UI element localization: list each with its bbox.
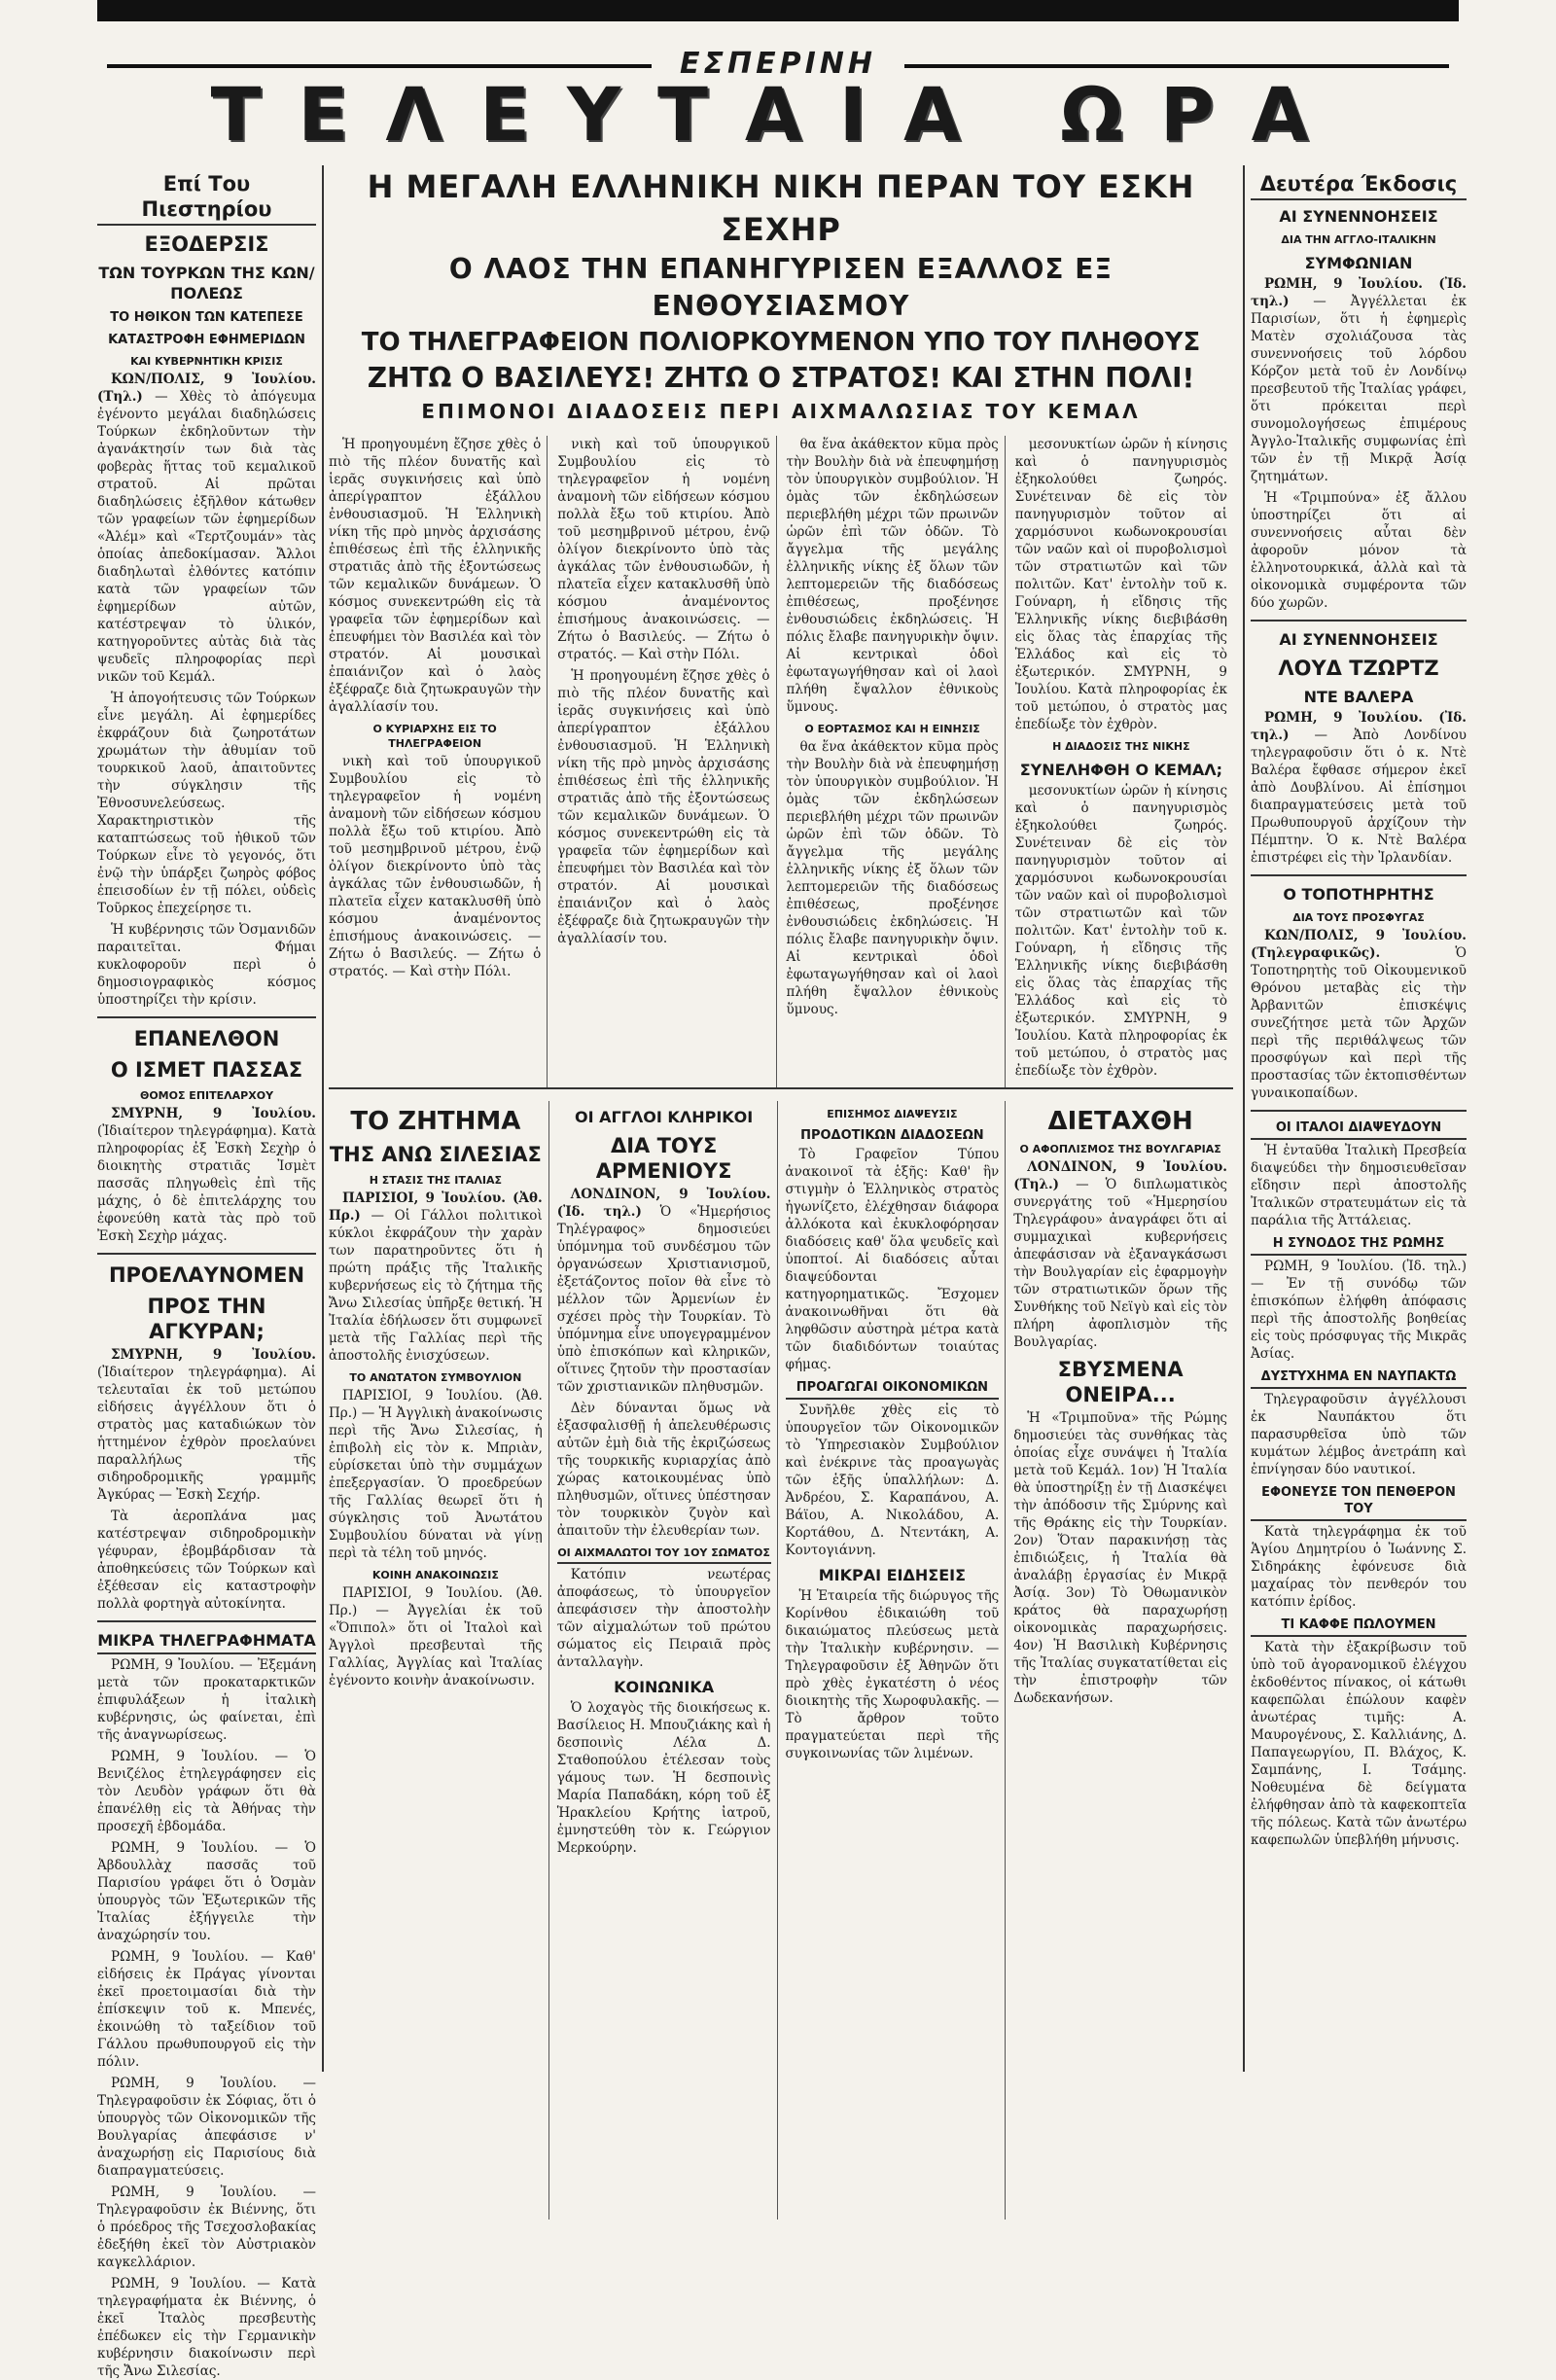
- divider: [97, 1253, 316, 1255]
- article-headline: ΔΙΕΤΑΧΘΗ: [1047, 1107, 1193, 1136]
- article-body: Ὁ λοχαγὸς τῆς διοικήσεως κ. Βασίλειος Η. Μπουζιάκης καὶ ἡ δεσποινὶς Λέλα Δ. Σταθοπούλου ἐτέλεσαν τοὺς γάμους των. Ἡ δεσποινὶς Μαρία Παπαδάκη, κόρη τοῦ ἐξ Ἡρακλείου Κρήτης ἰατροῦ, ἐμνηστεύθη τὸν κ. Γεώργιον Μερκούρην.: [556, 1700, 771, 1856]
- center-area: [329, 165, 1233, 2072]
- right-r4-headline: ΟΙ ΙΤΑΛΟΙ ΔΙΑΨΕΥΔΟΥΝ: [1251, 1119, 1467, 1140]
- left-s3-body2: Τὰ ἀεροπλάνα μας κατέστρεψαν σιδηροδρομικὴν γέφυραν, ἐβομβάρδισαν τὰ ἀποθηκεύσεις τῶν Τούρκων καὶ ἐξέθεσαν εἰς καταστροφὴν πολλὰ φορτηγὰ αὐτοκίνητα.: [97, 1509, 316, 1612]
- right-column: [1243, 165, 1467, 2072]
- article-body: ΠΑΡΙΣΙΟΙ, 9 Ἰουλίου. (Ἀθ. Πρ.) — Ἡ Ἀγγλικὴ ἀνακοίνωσις περὶ τῆς Ἄνω Σιλεσίας, ἡ ἐπιβολὴ εἰς τὸν κ. Μπριὰν, εὑρίσκεται ὑπὸ τὴν συμμάχων ἐπεξεργασίαν. Ὁ προεδρεύων τῆς Γαλλίας θεωρεῖ ὅτι ἡ σύγκλησις τοῦ Ἀνωτάτου Συμβουλίου δύναται νὰ γίνῃ περὶ τὰ τέλη τοῦ μηνός.: [329, 1388, 543, 1561]
- right-r1-subhead2: ΣΥΜΦΩΝΙΑΝ: [1304, 254, 1413, 272]
- divider: [1251, 620, 1467, 622]
- right-r8-body: Κατὰ τὴν ἐξακρίβωσιν τοῦ ὑπὸ τοῦ ἀγορανομικοῦ ἐλέγχου ἐκδοθέντος πίνακος, οἱ κάτωθι καφεπῶλαι ἐπώλουν καφὲν ἀνωτέρας τιμῆς: Α. Μαυρογένους, Σ. Καλλιάνης, Δ. Παπαγεωργίου, Π. Βλάχος, Κ. Σαμπάνης, Ι. Τσάμης. Νοθευμένα δὲ δείγματα ἐλήφθησαν ἀπὸ τὰ καφεκοπτεῖα τῆς πόλεως. Κατὰ τῶν ἀνωτέρω καφεπωλῶν ὑπεβλήθη μήνυσις.: [1251, 1640, 1467, 1848]
- divider: [97, 1016, 316, 1018]
- article-body: Κατόπιν νεωτέρας ἀποφάσεως, τὸ ὑπουργεῖον ἀπεφάσισεν τὴν ἀποστολὴν τῶν αἰχμαλώτων τοῦ πρώτου σώματος εἰς Πειραιᾶ πρὸς ἀνταλλαγὴν.: [556, 1567, 771, 1670]
- right-r1-body: — Ἀγγέλλεται ἐκ Παρισίων, ὅτι ἡ ἐφημερὶς Ματὲν σχολιάζουσα τὰς συνεννοήσεις τοῦ λόρδου Κόρζον μετὰ τοῦ ἐν Λονδίνῳ πρεσβευτοῦ τῆς Ἰταλίας γράφει, ὅτι πρόκειται περὶ συνομολογήσεως ἐπιμέρους Ἀγγλο-Ἰταλικῆς συμφωνίας ἐπὶ τῶν ἐν τῇ Μικρᾷ Ἀσίᾳ ζητημάτων.: [1251, 294, 1467, 484]
- right-r1-body2: Ἡ «Τριμπούνα» ἐξ ἄλλου ὑποστηρίζει ὅτι αἱ συνεννοήσεις αὗται δὲν ἀφοροῦν μόνον τὰ ἑλληνοτουρκικά, ἀλλὰ καὶ τὰ οἰκονομικὰ συμφέροντα τῶν δύο χωρῶν.: [1251, 490, 1467, 611]
- right-r2-subhead: ΛΟΥΔ ΤΖΩΡΤΖ: [1278, 657, 1439, 680]
- lead-story-columns: [329, 436, 1233, 1089]
- lead-subhead: Ο ΕΟΡΤΑΣΜΟΣ ΚΑΙ Η ΕΙΝΗΣΙΣ: [804, 723, 980, 735]
- right-r1-subhead: ΔΙΑ ΤΗΝ ΑΓΓΛΟ-ΙΤΑΛΙΚΗΝ: [1281, 233, 1436, 246]
- lower-column-1: [329, 1101, 549, 2220]
- left-s4-headline: ΜΙΚΡΑ ΤΗΛΕΓΡΑΦΗΜΑΤΑ: [97, 1630, 316, 1654]
- masthead-title: ΤΕΛΕΥΤΑΙΑ ΩΡΑ: [210, 71, 1346, 158]
- lead-banner-subhead: Ο ΛΑΟΣ ΤΗΝ ΕΠΑΝΗΓΥΡΙΣΕΝ ΕΞΑΛΛΟΣ ΕΞ ΕΝΘΟΥΣΙΑΣΜΟΥ: [448, 253, 1114, 322]
- left-s1-body2: Ἡ ἀπογοήτευσις τῶν Τούρκων εἶνε μεγάλη. Αἱ ἐφημερίδες ἐκφράζουν διὰ ζωηροτάτων χρωμάτων τὴν ἀθυμίαν τοῦ τουρκικοῦ λαοῦ, ἀπαιτοῦντες τὴν σύγκλησιν τῆς Ἐθνοσυνελεύσεως. Χαρακτηριστικὸν τῆς καταπτώσεως τοῦ ἠθικοῦ τῶν Τούρκων εἶνε τὸ γεγονός, ὅτι ἐνῷ τὴν ὑπάρξει ζωηρὸς φόβος ἐπεισοδίων ἐν τῇ πόλει, οὐδεὶς Τοῦρκος ἐπεχείρησε τι.: [97, 691, 316, 916]
- lower-column-4: [1013, 1101, 1233, 2220]
- article-dateline: ΛΟΝΔΙΝΟΝ, 9 Ἰουλίου. (Τηλ.): [1013, 1159, 1227, 1192]
- left-s1-body3: Ἡ κυβέρνησις τῶν Ὀσμανιδῶν παραιτεῖται. Φήμαι κυκλοφοροῦν περὶ ὁ δημοσιογραφικὸς κόσμος ὑποστηρίζει τὴν κρίσιν.: [97, 922, 316, 1008]
- left-s1-subhead3: ΚΑΤΑΣΤΡΟΦΗ ΕΦΗΜΕΡΙΔΩΝ: [108, 333, 305, 347]
- left-s2-subhead: Ο ΙΣΜΕΤ ΠΑΣΣΑΣ: [110, 1058, 303, 1082]
- article-body: ΠΑΡΙΣΙΟΙ, 9 Ἰουλίου. (Ἀθ. Πρ.) — Ἀγγελίαι ἐκ τοῦ «Ὅπιπολ» ὅτι οἱ Ἰταλοὶ καὶ Ἀγγλοὶ πρεσβευταὶ τῆς Γαλλίας, Ἀγγλίας καὶ Ἰταλίας ἐγένοντο κοινὴν ἀνακοίνωσιν.: [329, 1585, 543, 1688]
- article-subhead: ΣΒΥΣΜΕΝΑ ΟΝΕΙΡΑ...: [1057, 1358, 1184, 1406]
- lead-text: Ἡ προηγουμένη ἔζησε χθὲς ὁ πιὸ τῆς πλέον δυνατῆς καὶ ἱερᾶς συγκινήσεις καὶ ὑπὸ ἀπερίγραπτον ἐξάλλου ἐνθουσιασμοῦ. Ἡ Ἑλληνικὴ νίκη τῆς πρὸ μηνὸς ἀρχισάσης ἐπιθέσεως ἐπὶ τῆς ἑλληνικῆς στρατιᾶς ἀπὸ τῆς ἐξοντώσεως τῶν κεμαλικῶν δυνάμεων. Ὁ κόσμος συνεκεντρώθη εἰς τὰ γραφεῖα τῶν ἐφημερίδων καὶ ἐπευφήμει τὸν Βασιλέα καὶ τὸν στρατόν. Αἱ μουσικαὶ ἐπαιάνιζον καὶ ὁ λαὸς ἐξέφραζε διὰ ζητωκραυγῶν τὴν ἀγαλλίασίν του.: [557, 668, 770, 946]
- right-r7-headline: ΕΦΟΝΕΥΣΕ ΤΟΝ ΠΕΝΘΕΡΟΝ ΤΟΥ: [1251, 1484, 1467, 1521]
- lead-banner-subhead4: ΕΠΙΜΟΝΟΙ ΔΙΑΔΟΣΕΙΣ ΠΕΡΙ ΑΙΧΜΑΛΩΣΙΑΣ ΤΟΥ ΚΕΜΑΛ: [421, 400, 1141, 423]
- article-subhead: ΤΗΣ ΑΝΩ ΣΙΛΕΣΙΑΣ: [329, 1143, 542, 1166]
- divider: [97, 1620, 316, 1622]
- left-s3-subhead: ΠΡΟΣ ΤΗΝ ΑΓΚΥΡΑΝ;: [147, 1295, 266, 1343]
- article-subhead: ΔΙΑ ΤΟΥΣ ΑΡΜΕΝΙΟΥΣ: [595, 1134, 732, 1183]
- article-body: — Οἱ Γάλλοι πολιτικοὶ κύκλοι ἐκφράζουν τὴν χαρὰν των παρατηροῦντες ὅτι ἡ πρώτη πράξις τῆς Ἰταλικῆς κυβερνήσεως εἰς τὸ ζήτημα τῆς Ἄνω Σιλεσίας ὑπῆρξε θετική. Ἡ Ἰταλία ἐδήλωσεν ὅτι συμφωνεῖ μετὰ τῆς Γαλλίας περὶ τῆς ἀποστολῆς ἐνισχύσεων.: [329, 1208, 543, 1364]
- article-body: Δὲν δύνανται ὅμως νὰ ἐξασφαλισθῇ ἡ ἀπελευθέρωσις αὐτῶν ἐμὴ διὰ τῆς ἐκριζώσεως τῆς τουρκικῆς κυριαρχίας ἀπὸ χώρας κατοικουμένας ὑπὸ πληθυσμῶν, οἵτινες ὑπέστησαν τὸν τουρκικὸν ζυγὸν καὶ ἀπαιτοῦν τὴν ἐλευθερίαν των.: [556, 1401, 771, 1539]
- left-s1-subhead4: ΚΑΙ ΚΥΒΕΡΝΗΤΙΚΗ ΚΡΙΣΙΣ: [130, 355, 283, 368]
- left-s1-body: — Χθὲς τὸ ἀπόγευμα ἐγένοντο μεγάλαι διαδηλώσεις Τούρκων ἐκδηλοῦντων τὴν ἀγανάκτησίν των διὰ τὰς φοβερὰς ἥττας τοῦ κεμαλικοῦ στρατοῦ. Αἱ πρῶται διαδηλώσεις ἐξῆλθον κάτωθεν τῶν γραφείων τῶν ἐφημερίδων «Ἀλέμ» καὶ «Τερτζουμάν» τὰς ὁποίας ἀπεδοκίμασαν. Ἄλλοι διαδηλωταὶ ἐλθόντες κατόπιν κατὰ τῶν γραφείων τῶν ἐφημερίδων αὐτῶν, κατέστρεψαν τὸ ὑλικόν, κατηγοροῦντες αὐτὰς διὰ τὰς ψευδεῖς πληροφορίας περὶ νικῶν τοῦ Κεμάλ.: [97, 389, 317, 685]
- article-subhead: ΜΙΚΡΑΙ ΕΙΔΗΣΕΙΣ: [818, 1566, 967, 1584]
- right-r7-body: Κατὰ τηλεγράφημα ἐκ τοῦ Ἁγίου Δημητρίου ὁ Ἰωάννης Σ. Σιδηράκης ἐφόνευσε διὰ μαχαίρας τὸν πενθερόν του κατόπιν ἐρίδος.: [1251, 1524, 1467, 1610]
- lead-banner-headline: Η ΜΕΓΑΛΗ ΕΛΛΗΝΙΚΗ ΝΙΚΗ ΠΕΡΑΝ ΤΟΥ ΕΣΚΗ ΣΕΧΗΡ: [367, 168, 1195, 248]
- left-s1-subhead2: ΤΟ ΗΘΙΚΟΝ ΤΩΝ ΚΑΤΕΠΕΣΕ: [110, 310, 303, 325]
- right-r5-headline: Η ΣΥΝΟΔΟΣ ΤΗΣ ΡΩΜΗΣ: [1251, 1235, 1467, 1256]
- lead-column-2: [557, 436, 776, 1087]
- left-s2-body: (Ἰδιαίτερον τηλεγράφημα). Κατὰ πληροφορίας ἐξ Ἐσκὴ Σεχὴρ ὁ διοικητὴς στρατιᾶς Ἰσμὲτ πασσᾶς πληγωθεὶς ἐπὶ τῆς μάχης, ὁ δὲ ἐπιτελάρχης του ἐφονεύθη κατὰ τὰς πρὸ τοῦ Ἐσκὴ Σεχὴρ μάχας.: [97, 1123, 316, 1244]
- right-section-title: Δευτέρα Έκδοσις: [1251, 171, 1467, 200]
- left-s1-subhead: ΤΩΝ ΤΟΥΡΚΩΝ ΤΗΣ ΚΩΝ/ΠΟΛΕΩΣ: [98, 264, 315, 302]
- article-dateline: ΠΑΡΙΣΙΟΙ, 9 Ἰουλίου. (Ἀθ. Πρ.): [329, 1190, 543, 1224]
- left-s3-headline: ΠΡΟΕΛΑΥΝΟΜΕΝ: [108, 1263, 305, 1287]
- article-body: Τὸ Γραφεῖον Τύπου ἀνακοινοῖ τὰ ἑξῆς: Καθ' ἣν στιγμὴν ὁ Ἑλληνικὸς στρατὸς ἠγωνίζετο, ἐλέχθησαν διάφορα ἀλλόκοτα καὶ ἐκυκλοφόρησαν διαδόσεις καθ' ὅλα ψευδεῖς καὶ ὑποπτοί. Αἱ διαδόσεις αὗται διαψεύδονται κατηγορηματικῶς. Ἔσχομεν ἀνακοινωθῆναι ὅτι θὰ ληφθῶσιν αὐστηρὰ μέτρα κατὰ τῶν διαδιδόντων τοιαύτας φήμας.: [785, 1147, 1000, 1372]
- left-s3-dateline: ΣΜΥΡΝΗ, 9 Ἰουλίου.: [111, 1347, 316, 1363]
- right-r3-dateline: ΚΩΝ/ΠΟΛΙΣ, 9 Ἰουλίου. (Τηλεγραφικῶς).: [1251, 928, 1467, 961]
- left-s2-headline: ΕΠΑΝΕΛΘΟΝ: [133, 1027, 280, 1050]
- right-r2-subhead2: ΝΤΕ ΒΑΛΕΡΑ: [1303, 688, 1414, 706]
- article-subhead: ΤΟ ΑΝΩΤΑΤΟΝ ΣΥΜΒΟΥΛΙΟΝ: [349, 1371, 522, 1384]
- article-body: Συνῆλθε χθὲς εἰς τὸ ὑπουργεῖον τῶν Οἰκονομικῶν τὸ Ὑπηρεσιακὸν Συμβούλιον καὶ ἐνέκρινε τὰς προαγωγὰς τῶν ἑξῆς ὑπαλλήλων: Δ. Ἀνδρέου, Σ. Καραπάνου, Α. Βάϊου, Α. Νικολάδου, Α. Κορτάθου, Δ. Ντεντάκη, Α. Κοντογιάννη.: [785, 1403, 1000, 1558]
- article-body: Ὁ «Ἡμερήσιος Τηλέγραφος» δημοσιεύει ὑπόμνημα τοῦ συνδέσμου τῶν ὀργανώσεων Χριστιανισμοῦ, ἐξετάζοντος ποῖον θὰ εἶνε τὸ μέλλον τῶν Ἀρμενίων ἐν σχέσει πρὸς τὴν Τουρκίαν. Τὸ ὑπόμνημα εἶνε υπογεγραμμένον ὑπὸ ἐπισκόπων καὶ κληρικῶν, οἵτινες ζητοῦν τὴν προστασίαν τῶν χριστιανικῶν πληθυσμῶν.: [556, 1204, 771, 1395]
- left-s4-item: ΡΩΜΗ, 9 Ἰουλίου. — Ὁ Ἀβδουλλὰχ πασσᾶς τοῦ Παρισίου γράφει ὅτι ὁ Ὀσμὰν ὑπουργὸς τῶν Ἐξωτερικῶν τῆς Ἰταλίας ἐξήγγειλε τὴν ἀναχώρησίν του.: [97, 1840, 316, 1943]
- article-subhead: ΠΡΟΑΓΩΓΑΙ ΟΙΚΟΝΟΜΙΚΩΝ: [786, 1379, 1000, 1400]
- left-s1-dateline: ΚΩΝ/ΠΟΛΙΣ, 9 Ἰουλίου. (Τηλ.): [97, 372, 316, 405]
- left-s4-item: ΡΩΜΗ, 9 Ἰουλίου. — Τηλεγραφοῦσιν ἐκ Σόφιας, ὅτι ὁ ὑπουργὸς τῶν Οἰκονομικῶν τῆς Βουλγαρίας ἀπεφάσισε ν' ἀναχωρήσῃ εἰς Παρισίους διὰ διαπραγματεύσεις.: [97, 2076, 316, 2179]
- lead-text: Ἡ προηγουμένη ἔζησε χθὲς ὁ πιὸ τῆς πλέον δυνατῆς καὶ ἱερᾶς συγκινήσεις καὶ ὑπὸ ἀπερίγραπτον ἐξάλλου ἐνθουσιασμοῦ. Ἡ Ἑλληνικὴ νίκη τῆς πρὸ μηνὸς ἀρχισάσης ἐπιθέσεως ἐπὶ τῆς ἑλληνικῆς στρατιᾶς ἀπὸ τῆς ἐξοντώσεως τῶν κεμαλικῶν δυνάμεων. Ὁ κόσμος συνεκεντρώθη εἰς τὰ γραφεῖα τῶν ἐφημερίδων καὶ ἐπευφήμει τὸν Βασιλέα καὶ τὸν στρατόν. Αἱ μουσικαὶ ἐπαιάνιζον καὶ ὁ λαὸς ἐξέφραζε διὰ ζητωκραυγῶν τὴν ἀγαλλίασίν του.: [329, 437, 542, 715]
- article-subhead: ΚΟΙΝΩΝΙΚΑ: [614, 1678, 715, 1696]
- right-r4-body: Ἡ ἐνταῦθα Ἰταλικὴ Πρεσβεία διαψεύδει τὴν δημοσιευθεῖσαν εἴδησιν περὶ ἀποστολῆς Ἰταλικῶν στρατευμάτων εἰς τὰ παράλια τῆς Ἀττάλειας.: [1251, 1143, 1467, 1228]
- left-s2-subhead2: ΘΟΜΟΣ ΕΠΙΤΕΛΑΡΧΟΥ: [139, 1089, 274, 1102]
- left-s4-item: ΡΩΜΗ, 9 Ἰουλίου. — Κατὰ τηλεγραφήματα ἐκ Βιέννης, ὁ ἐκεῖ Ἰταλὸς πρεσβευτὴς ἐπέδωκεν εἰς τὴν Γερμανικὴν κυβέρνησιν διακοίνωσιν περὶ τῆς Ἄνω Σιλεσίας.: [97, 2276, 316, 2379]
- lead-banner-subhead3: ΖΗΤΩ Ο ΒΑΣΙΛΕΥΣ! ΖΗΤΩ Ο ΣΤΡΑΤΟΣ! ΚΑΙ ΣΤΗΝ ΠΟΛΙ!: [367, 362, 1195, 394]
- article-subhead: Η ΣΤΑΣΙΣ ΤΗΣ ΙΤΑΛΙΑΣ: [369, 1174, 503, 1187]
- top-black-bar: [97, 0, 1459, 21]
- right-r2-dateline: ΡΩΜΗ, 9 Ἰουλίου. (Ἰδ. τηλ.): [1251, 710, 1467, 743]
- article-subhead: Ο ΑΦΟΠΛΙΣΜΟΣ ΤΗΣ ΒΟΥΛΓΑΡΙΑΣ: [1019, 1143, 1221, 1155]
- masthead-subtitle: ΕΣΠΕΡΙΝΗ: [680, 47, 876, 81]
- divider: [1251, 874, 1467, 876]
- left-s4-item: ΡΩΜΗ, 9 Ἰουλίου. — Καθ' εἰδήσεις ἐκ Πράγας γίνονται ἐκεῖ προετοιμασίαι διὰ τὴν ἐπίσκεψιν τοῦ κ. Μπενές, ἐκοινώθη τὸ ταξείδιον τοῦ Γάλλου πρωθυπουργοῦ εἰς τὴν πόλιν.: [97, 1949, 316, 2070]
- right-r3-headline: Ο ΤΟΠΟΤΗΡΗΤΗΣ: [1283, 885, 1434, 904]
- right-r3-subhead: ΔΙΑ ΤΟΥΣ ΠΡΟΣΦΥΓΑΣ: [1292, 911, 1425, 924]
- left-s4-item: ΡΩΜΗ, 9 Ἰουλίου. — Τηλεγραφοῦσιν ἐκ Βιέννης, ὅτι ὁ πρόεδρος τῆς Τσεχοσλοβακίας ἐδεξήθη ἐκεῖ τὸν Αὐστριακὸν καγκελλάριον.: [97, 2185, 316, 2270]
- article-subhead: ΟΙ ΑΙΧΜΑΛΩΤΟΙ ΤΟΥ 1ΟΥ ΣΩΜΑΤΟΣ: [557, 1545, 771, 1564]
- article-headline: ΕΠΙΣΗΜΟΣ ΔΙΑΨΕΥΣΙΣ: [827, 1108, 958, 1120]
- left-s4-item: ΡΩΜΗ, 9 Ἰουλίου. — Ὁ Βενιζέλος ἐτηλεγράφησεν εἰς τὸν Λευδὸν γράφων ὅτι θὰ ἐπανέλθῃ εἰς τὰ Ἀθήνας τὴν προσεχῆ ἑβδομάδα.: [97, 1749, 316, 1834]
- left-s3-body: (Ἰδιαίτερον τηλεγράφημα). Αἱ τελευταῖαι ἐκ τοῦ μετώπου εἰδήσεις ἀγγέλλουν ὅτι ὁ στρατὸς μας καταδιώκων τὸν ἡττημένον ἐχθρὸν προελαύνει παραλλήλως τῆς σιδηροδρομικῆς γραμμῆς Ἀγκύρας — Ἐσκὴ Σεχήρ.: [97, 1365, 316, 1503]
- masthead: [97, 47, 1459, 159]
- lead-text: μεσονυκτίων ὡρῶν ἡ κίνησις καὶ ὁ πανηγυρισμὸς ἐξηκολούθει ζωηρός. Συνέτειναν δὲ εἰς τὸν πανηγυρισμὸν τοῦτον αἱ χαρμόσυνοι κωδωνοκρουσίαι τῶν ναῶν καὶ οἱ πυροβολισμοὶ τῶν στρατιωτῶν καὶ τῶν πολιτῶν. Κατ' ἐντολὴν τοῦ κ. Γούναρη, ἡ εἴδησις τῆς Ἑλληνικῆς νίκης διεβιβάσθη εἰς ὅλας τὰς ἐπαρχίας τῆς Ἑλλάδος καὶ εἰς τὸ ἐξωτερικόν. ΣΜΥΡΝΗ, 9 Ἰουλίου. Κατὰ πληροφορίας ἐκ τοῦ μετώπου, ὁ στρατὸς μας ἐπεδίωξε τὸν ἐχθρὸν.: [1014, 437, 1227, 732]
- lower-columns: [329, 1101, 1233, 2220]
- lead-subhead: ΣΥΝΕΛΗΦΘΗ Ο ΚΕΜΑΛ;: [1019, 761, 1223, 779]
- article-body: Ἡ Ἑταιρεία τῆς διώρυγος τῆς Κορίνθου ἐδικαιώθη τοῦ δικαιώματος πλεύσεως μετὰ τὴν Ἰταλικὴν κυβέρνησιν. — Τηλεγραφοῦσιν ἐξ Ἀθηνῶν ὅτι πρὸ χθὲς ἐγκατέστη ὁ νέος διοικητὴς τῆς Χωροφυλακῆς. — Τὸ ἄρθρον τοῦτο πραγματεύεται περὶ τῆς συγκοινωνίας τῶν λιμένων.: [785, 1588, 1000, 1761]
- left-section-title: Επί Του Πιεστηρίου: [97, 171, 316, 226]
- article-headline: ΟΙ ΑΓΓΛΟΙ ΚΛΗΡΙΚΟΙ: [575, 1108, 754, 1126]
- lead-column-3: [787, 436, 1006, 1087]
- article-body: — Ὁ διπλωματικὸς συνεργάτης τοῦ «Ἡμερησίου Τηλεγράφου» ἀναγράφει ὅτι αἱ συμμαχικαὶ κυβερνήσεις ἀπεφάσισαν νὰ ἐξαναγκάσωσι τὴν Βουλγαρίαν εἰς ἐφαρμογὴν τῶν στρατιωτικῶν ὅρων τῆς Συνθήκης τοῦ Νεϊγὺ καὶ εἰς τὸν πλήρη ἀφοπλισμὸν τῆς Βουλγαρίας.: [1013, 1177, 1227, 1350]
- article-dateline: ΛΟΝΔΙΝΟΝ, 9 Ἰουλίου. (Ἰδ. τηλ.): [556, 1187, 771, 1220]
- right-r1-dateline: ΡΩΜΗ, 9 Ἰουλίου. (Ἰδ. τηλ.): [1251, 276, 1467, 309]
- right-r6-body: Τηλεγραφοῦσιν ἀγγέλλουσι ἐκ Ναυπάκτου ὅτι παρασυρθεῖσα ὑπὸ τῶν κυμάτων λέμβος ἀνετράπη καὶ ἐπνίγησαν δύο ναυτικοί.: [1251, 1392, 1467, 1477]
- lead-column-1: [329, 436, 548, 1087]
- article-headline: ΤΟ ΖΗΤΗΜΑ: [350, 1107, 521, 1136]
- lower-column-3: [786, 1101, 1007, 2220]
- right-r1-headline: ΑΙ ΣΥΝΕΝΝΟΗΣΕΙΣ: [1279, 207, 1438, 226]
- right-r2-body: — Ἀπὸ Λονδίνου τηλεγραφοῦσιν ὅτι ὁ κ. Ντὲ Βαλέρα ἔφθασε σήμερον ἐκεῖ ἀπὸ Δουβλίνου. Αἱ ἐπίσημοι διαπραγματεύσεις μετὰ τοῦ Πρωθυπουργοῦ ἀρχίζουν τὴν Πέμπτην. Ὁ κ. Ντὲ Βαλέρα ἐπιστρέφει εἰς τὴν Ἰρλανδίαν.: [1251, 728, 1467, 866]
- lead-text: νικὴ καὶ τοῦ ὑπουργικοῦ Συμβουλίου εἰς τὸ τηλεγραφεῖον ἡ νομένη ἀναμονὴ τῶν εἰδήσεων κόσμου πολλὰ ἔξω τοῦ κτιρίου. Ἀπὸ τοῦ μεσημβρινοῦ μέτρου, ἐνῷ ὀλίγον διεκρίνοντο ὑπὸ τὰς ἀγκάλας τῶν ἐνθουσιωδῶν, ἡ πλατεῖα εἶχεν κατακλυσθῆ ὑπὸ κόσμου ἀναμένοντος ἐπισήμους ἀνακοινώσεις. — Ζήτω ὁ Βασιλεύς. — Ζήτω ὁ στρατός. — Καὶ στὴν Πόλι.: [557, 437, 770, 662]
- right-r2-headline: ΑΙ ΣΥΝΕΝΝΟΗΣΕΙΣ: [1279, 630, 1438, 649]
- right-r3-body: Ὁ Τοποτηρητὴς τοῦ Οἰκουμενικοῦ Θρόνου μεταβὰς εἰς τὴν Ἀρβανιτῶν ἐπισκέψις συνεζήτησε μετὰ τῶν Ἀρχῶν περὶ τῆς περιθάλψεως τῶν προσφύγων καὶ περὶ τῆς προστασίας τῶν ἐκτοπισθέντων γυναικοπαίδων.: [1251, 945, 1467, 1101]
- right-r5-body: ΡΩΜΗ, 9 Ἰουλίου. (Ἰδ. τηλ.) — Ἐν τῇ συνόδῳ τῶν ἐπισκόπων ἐλήφθη ἀπόφασις περὶ τῆς ἀποστολῆς βοηθείας εἰς τοὺς πρόσφυγας τῆς Μικρᾶς Ἀσίας.: [1251, 1259, 1467, 1362]
- lead-text: θα ἕνα ἀκάθεκτον κῦμα πρὸς τὴν Βουλὴν διὰ νὰ ἐπευφημήσῃ τὸν ὑπουργικὸν συμβούλιον. Ἡ ὁμὰς τῶν ἐκδηλώσεων περιεβλήθη μέχρι τῶν πρωινῶν ὡρῶν ἐπὶ τῶν ὁδῶν. Τὸ ἄγγελμα τῆς μεγάλης ἑλληνικῆς νίκης ἐξ ὅλων τῶν λεπτομερειῶν τῆς διαδόσεως ἐπιθέσεως, προξένησε ἐνθουσιώδεις ἐκδηλώσεις. Ἡ πόλις ἔλαβε πανηγυρικὴν ὄψιν. Αἱ κεντρικαὶ ὁδοὶ ἐφωταγωγήθησαν καὶ οἱ λαοὶ πλήθη ἔψαλλον ἐθνικοὺς ὕμνους.: [786, 739, 999, 1017]
- lead-text: μεσονυκτίων ὡρῶν ἡ κίνησις καὶ ὁ πανηγυρισμὸς ἐξηκολούθει ζωηρός. Συνέτειναν δὲ εἰς τὸν πανηγυρισμὸν τοῦτον αἱ χαρμόσυνοι κωδωνοκρουσίαι τῶν ναῶν καὶ οἱ πυροβολισμοὶ τῶν στρατιωτῶν καὶ τῶν πολιτῶν. Κατ' ἐντολὴν τοῦ κ. Γούναρη, ἡ εἴδησις τῆς Ἑλληνικῆς νίκης διεβιβάσθη εἰς ὅλας τὰς ἐπαρχίας τῆς Ἑλλάδος καὶ εἰς τὸ ἐξωτερικόν. ΣΜΥΡΝΗ, 9 Ἰουλίου. Κατὰ πληροφορίας ἐκ τοῦ μετώπου, ὁ στρατὸς μας ἐπεδίωξε τὸν ἐχθρὸν.: [1014, 783, 1227, 1079]
- article-body: Ἡ «Τριμποῦνα» τῆς Ρώμης δημοσιεύει τὰς συνθήκας τὰς ὁποίας εἶχε συνάψει ἡ Ἰταλία μετὰ τοῦ Κεμάλ. 1ον) Ἡ Ἰταλία θὰ ὑποστηρίξῃ ἐν τῇ Διασκέψει τὴν ἀπόδοσιν τῆς Σμύρνης καὶ τῆς Θράκης εἰς τὴν Τουρκίαν. 2ον) Ὅταν παρακινήσῃ τὰς ἐπιδιώξεις, ἡ Ἰταλία θὰ ἀναλάβῃ ἐργασίας ἐν Μικρᾷ Ἀσίᾳ. 3ον) Τὸ Ὀθωμανικὸν κράτος θὰ παραχωρήσῃ οἰκονομικὰς παραχωρήσεις. 4ον) Ἡ Βασιλικὴ Κυβέρνησις τῆς Ἰταλίας συγκατατίθεται εἰς τὴν ἐπιστροφὴν τῶν Δωδεκανήσων.: [1013, 1410, 1227, 1706]
- left-s1-headline: ΕΞΟΔΕΡΣΙΣ: [144, 232, 269, 256]
- article-subhead: ΚΟΙΝΗ ΑΝΑΚΟΙΝΩΣΙΣ: [371, 1569, 499, 1581]
- lead-column-4: [1015, 436, 1233, 1087]
- left-column: [97, 165, 324, 2379]
- lead-subhead: Ο ΚΥΡΙΑΡΧΗΣ ΕΙΣ ΤΟ ΤΗΛΕΓΡΑΦΕΙΟΝ: [372, 723, 497, 750]
- article-subhead: ΠΡΟΔΟΤΙΚΩΝ ΔΙΑΔΟΣΕΩΝ: [800, 1128, 984, 1143]
- right-r8-headline: ΤΙ ΚΑΦΦΕ ΠΩΛΟΥΜΕΝ: [1251, 1616, 1467, 1637]
- lead-text: νικὴ καὶ τοῦ ὑπουργικοῦ Συμβουλίου εἰς τὸ τηλεγραφεῖον ἡ νομένη ἀναμονὴ τῶν εἰδήσεων κόσμου πολλὰ ἔξω τοῦ κτιρίου. Ἀπὸ τοῦ μεσημβρινοῦ μέτρου, ἐνῷ ὀλίγον διεκρίνοντο ὑπὸ τὰς ἀγκάλας τῶν ἐνθουσιωδῶν, ἡ πλατεῖα εἶχεν κατακλυσθῆ ὑπὸ κόσμου ἀναμένοντος ἐπισήμους ἀνακοινώσεις. — Ζήτω ὁ Βασιλεύς. — Ζήτω ὁ στρατός. — Καὶ στὴν Πόλι.: [329, 754, 542, 979]
- lead-text: θα ἕνα ἀκάθεκτον κῦμα πρὸς τὴν Βουλὴν διὰ νὰ ἐπευφημήσῃ τὸν ὑπουργικὸν συμβούλιον. Ἡ ὁμὰς τῶν ἐκδηλώσεων περιεβλήθη μέχρι τῶν πρωινῶν ὡρῶν ἐπὶ τῶν ὁδῶν. Τὸ ἄγγελμα τῆς μεγάλης ἑλληνικῆς νίκης ἐξ ὅλων τῶν λεπτομερειῶν τῆς διαδόσεως ἐπιθέσεως, προξένησε ἐνθουσιώδεις ἐκδηλώσεις. Ἡ πόλις ἔλαβε πανηγυρικὴν ὄψιν. Αἱ κεντρικαὶ ὁδοὶ ἐφωταγωγήθησαν καὶ οἱ λαοὶ πλήθη ἔψαλλον ἐθνικοὺς ὕμνους.: [786, 437, 999, 715]
- lead-banner-subhead2: ΤΟ ΤΗΛΕΓΡΑΦΕΙΟΝ ΠΟΛΙΟΡΚΟΥΜΕΝΟΝ ΥΠΟ ΤΟΥ ΠΛΗΘΟΥΣ: [361, 328, 1201, 357]
- divider: [1251, 1110, 1467, 1112]
- right-r6-headline: ΔΥΣΤΥΧΗΜΑ ΕΝ ΝΑΥΠΑΚΤΩ: [1251, 1368, 1467, 1389]
- lead-subhead: Η ΔΙΑΔΟΣΙΣ ΤΗΣ ΝΙΚΗΣ: [1052, 740, 1190, 753]
- left-s4-item: ΡΩΜΗ, 9 Ἰουλίου. — Ἐξεμάνη μετὰ τῶν προκαταρκτικῶν ἐπιφυλάξεων ἡ ἰταλικὴ κυβέρνησις, ὡς φαίνεται, ἐπὶ τῆς ἀναγνωρίσεως.: [97, 1657, 316, 1743]
- lower-column-2: [557, 1101, 778, 2220]
- left-s2-dateline: ΣΜΥΡΝΗ, 9 Ἰουλίου.: [111, 1106, 316, 1121]
